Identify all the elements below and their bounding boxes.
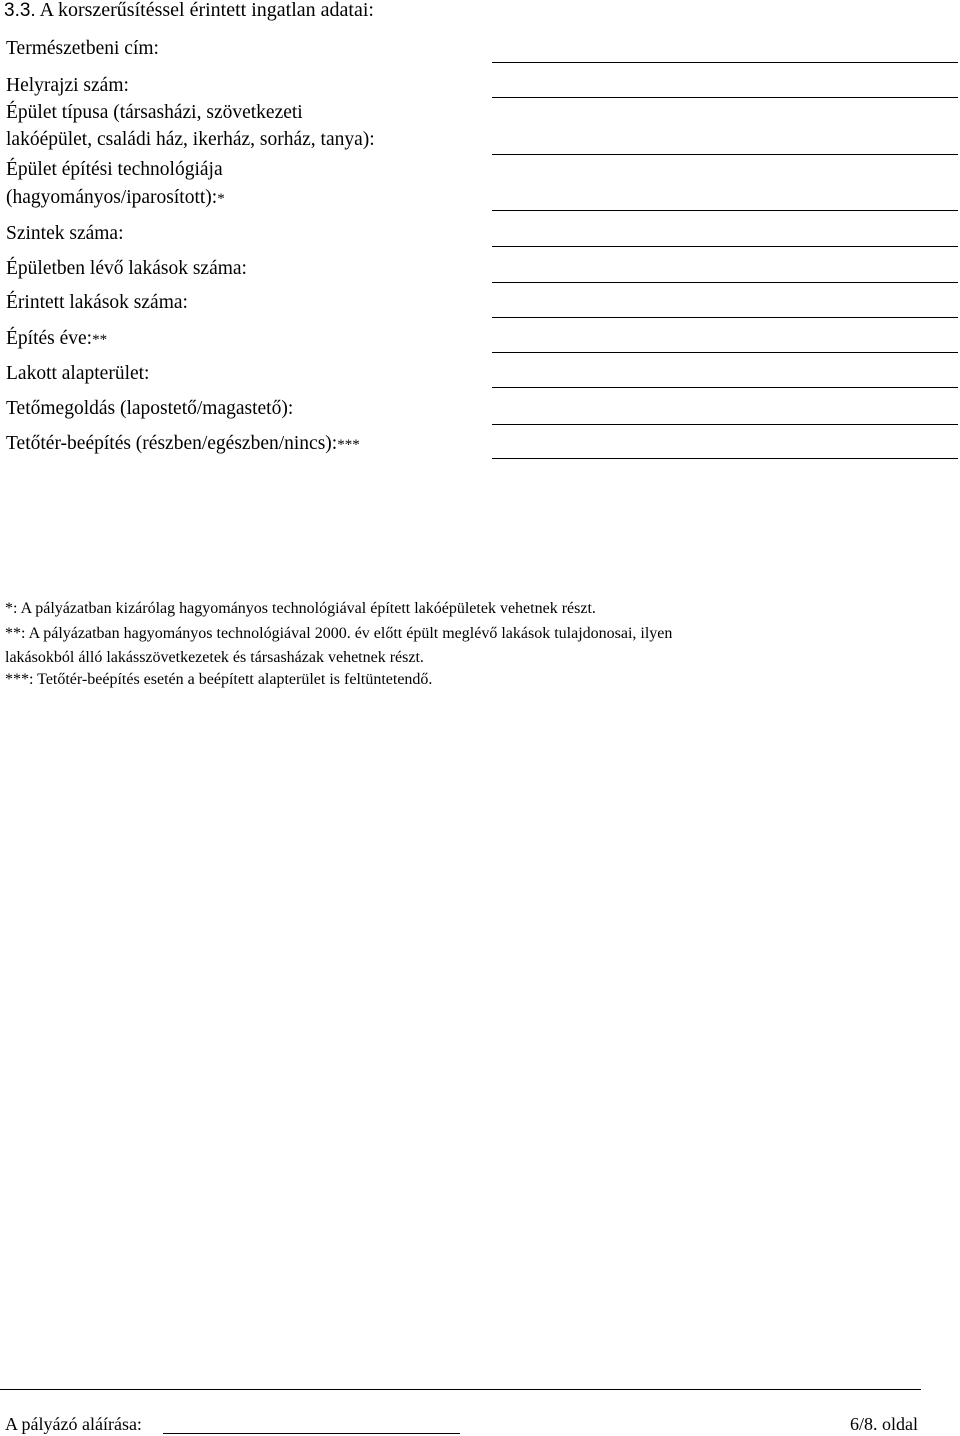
address-input-line[interactable] (492, 62, 958, 63)
field-label-technology: Épület építési technológiája (6, 159, 223, 180)
field-label-affected-apartments: Érintett lakások száma: (6, 292, 188, 313)
section-heading (4, 0, 374, 22)
field-label-lot-number: Helyrajzi szám: (6, 75, 129, 96)
living-area-input-line[interactable] (492, 387, 958, 388)
page-number: 6/8. oldal (850, 1414, 918, 1434)
field-label-building-type: Épület típusa (társasházi, szövetkezeti (6, 102, 303, 123)
lot-number-input-line[interactable] (492, 97, 958, 98)
field-label-floors: Szintek száma: (6, 223, 124, 244)
section-title: A korszerűsítéssel érintett ingatlan adatai: (39, 0, 374, 21)
field-label-technology-cont: (hagyományos/iparosított):* (6, 187, 225, 208)
section-number: 3.3. (4, 0, 36, 21)
footer-divider (0, 1389, 921, 1390)
signature-line[interactable] (163, 1433, 460, 1434)
field-label-building-type-cont: lakóépület, családi ház, ikerház, sorház, tanya): (6, 129, 375, 150)
affected-apartments-input-line[interactable] (492, 317, 958, 318)
building-type-input-line[interactable] (492, 154, 958, 155)
footnote-1: *: A pályázatban kizárólag hagyományos technológiával épített lakóépületek vehetnek részt. (5, 600, 596, 617)
field-label-construction-year: Építés éve:** (6, 328, 108, 349)
field-label-roof-type: Tetőmegoldás (lapostető/magastető): (6, 398, 294, 419)
signature-label: A pályázó aláírása: (5, 1414, 142, 1434)
apartments-in-building-input-line[interactable] (492, 282, 958, 283)
field-label-apartments-in-building: Épületben lévő lakások száma: (6, 258, 247, 279)
attic-input-line[interactable] (492, 458, 958, 459)
field-label-attic: Tetőtér-beépítés (részben/egészben/nincs):*** (6, 433, 360, 454)
field-label-address: Természetbeni cím: (6, 38, 159, 59)
footnote-2: **: A pályázatban hagyományos technológiával 2000. év előtt épült meglévő lakások tulajdonosai, ilyen lakásokból álló lakásszövetkezetek és társasházak vehetnek részt. (5, 625, 673, 666)
floors-input-line[interactable] (492, 246, 958, 247)
construction-year-input-line[interactable] (492, 352, 958, 353)
roof-type-input-line[interactable] (492, 424, 958, 425)
field-label-living-area: Lakott alapterület: (6, 363, 150, 384)
footnote-3: ***: Tetőtér-beépítés esetén a beépített alapterület is feltüntetendő. (5, 671, 433, 688)
technology-input-line[interactable] (492, 210, 958, 211)
